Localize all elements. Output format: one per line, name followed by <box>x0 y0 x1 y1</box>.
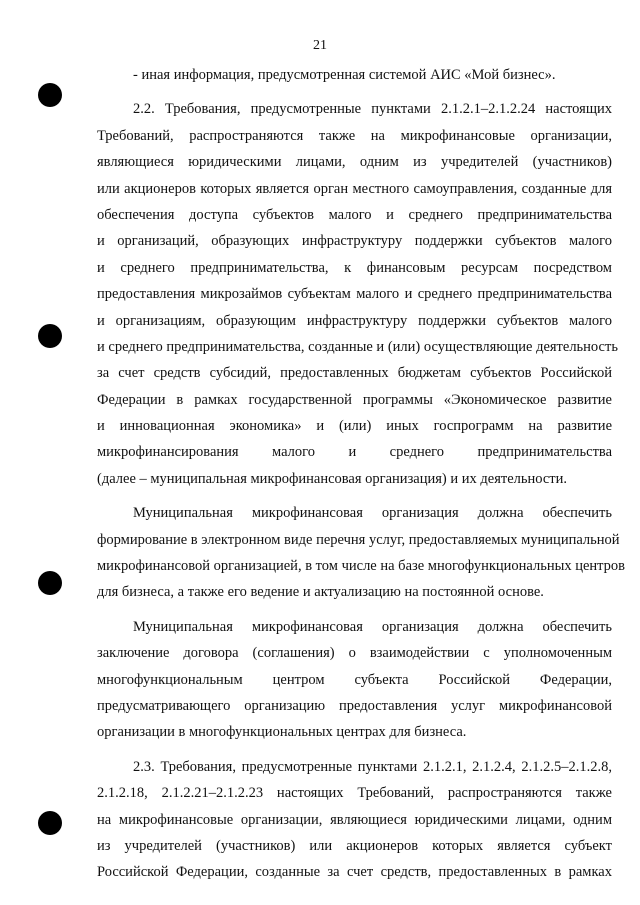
paragraph <box>97 614 612 746</box>
text-line: и организаций, образующих инфраструктуру поддержки субъектов малого <box>97 233 612 250</box>
paragraph <box>97 96 618 492</box>
text-line: многофункциональным центром субъекта Российской Федерации, <box>97 671 612 688</box>
text-line: и инновационная экономика» и (или) иных госпрограмм на развитие <box>97 418 612 435</box>
text-line: и среднего предпринимательства, к финансовым ресурсам посредством <box>97 259 612 276</box>
text-line: за счет средств субсидий, предоставленных бюджетам субъектов Российской <box>97 365 612 382</box>
text-line: и среднего предпринимательства, созданные и (или) осуществляющие деятельность <box>97 338 618 355</box>
punch-hole <box>38 571 62 595</box>
paragraph <box>97 754 612 886</box>
text-line: микрофинансовой организацией, в том числе на базе многофункциональных центров <box>97 558 626 575</box>
text-line: 2.2. Требования, предусмотренные пунктами 2.1.2.1–2.1.2.24 настоящих <box>133 101 612 118</box>
text-line: формирование в электронном виде перечня услуг, предоставляемых муниципальной <box>97 531 620 548</box>
text-line: организации в многофункциональных центрах для бизнеса. <box>97 724 467 741</box>
text-line: обеспечения доступа субъектов малого и среднего предпринимательства <box>97 206 612 223</box>
text-line: Требований, распространяются также на микрофинансовые организации, <box>97 127 612 144</box>
document-body <box>97 62 626 886</box>
text-line: на микрофинансовые организации, являющиеся юридическими лицами, одним <box>97 811 612 828</box>
page-number: 21 <box>313 38 327 53</box>
text-line: являющиеся юридическими лицами, одним из учредителей (участников) <box>97 154 612 171</box>
text-line: предусматривающего организацию предоставления услуг микрофинансовой <box>97 697 612 714</box>
text-line: предоставления микрозаймов субъектам малого и среднего предпринимательства <box>97 286 612 303</box>
paragraph <box>97 62 612 88</box>
text-line: для бизнеса, а также его ведение и актуализацию на постоянной основе. <box>97 584 544 601</box>
text-line: Российской Федерации, созданные за счет средств, предоставленных в рамках <box>97 864 612 881</box>
punch-hole <box>38 83 62 107</box>
text-line: (далее – муниципальная микрофинансовая организация) и их деятельности. <box>97 470 568 487</box>
punch-hole <box>38 811 62 835</box>
text-line: 2.1.2.18, 2.1.2.21–2.1.2.23 настоящих Требований, распространяются также <box>97 785 612 802</box>
text-line: из учредителей (участников) или акционеров которых является субъект <box>97 837 612 854</box>
text-line: Муниципальная микрофинансовая организация должна обеспечить <box>133 505 612 522</box>
text-line: Федерации в рамках государственной программы «Экономическое развитие <box>97 391 612 408</box>
text-line: и организациям, образующим инфраструктуру поддержки субъектов малого <box>97 312 612 329</box>
paragraph <box>97 500 626 606</box>
text-line: заключение договора (соглашения) о взаимодействии с уполномоченным <box>97 645 612 662</box>
punch-hole <box>38 324 62 348</box>
text-line: микрофинансирования малого и среднего предпринимательства <box>97 444 612 461</box>
text-line: Муниципальная микрофинансовая организация должна обеспечить <box>133 618 612 635</box>
text-line: или акционеров которых является орган местного самоуправления, созданные для <box>97 180 612 197</box>
text-line: 2.3. Требования, предусмотренные пунктами 2.1.2.1, 2.1.2.4, 2.1.2.5–2.1.2.8, <box>133 758 612 775</box>
text-line: - иная информация, предусмотренная системой АИС «Мой бизнес». <box>133 67 556 83</box>
